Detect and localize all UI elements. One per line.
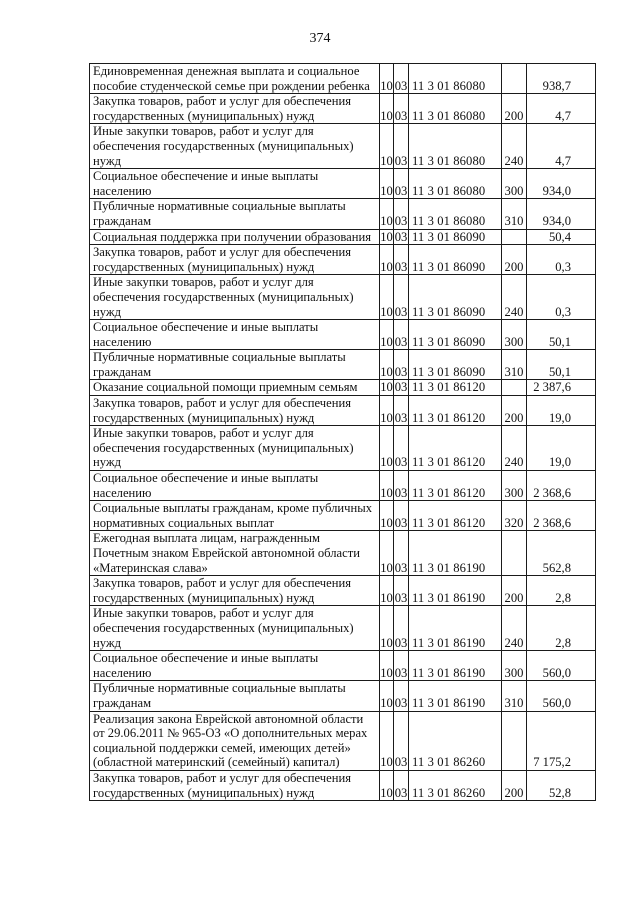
table-row xyxy=(90,770,596,800)
row-name: Социальные выплаты гражданам, кроме публичных нормативных социальных выплат xyxy=(90,501,380,531)
section-code: 10 xyxy=(380,426,394,471)
section-code: 10 xyxy=(380,380,393,395)
subsection-code: 03 xyxy=(394,64,409,94)
target-code: 11 3 01 86190 xyxy=(409,576,502,606)
table-row xyxy=(90,576,596,606)
amount: 562,8 xyxy=(527,531,596,576)
subsection-code: 03 xyxy=(394,426,409,471)
section-code: 10 xyxy=(380,275,394,320)
table-row xyxy=(90,711,596,770)
expense-type-code: 300 xyxy=(502,471,527,501)
amount: 2 368,6 xyxy=(527,501,596,531)
target-code: 11 3 01 86190 xyxy=(409,531,502,576)
section-code: 10 xyxy=(380,245,394,275)
subsection-code: 03 xyxy=(394,350,409,380)
budget-table xyxy=(89,63,596,801)
target-code: 11 3 01 86080 xyxy=(409,199,502,229)
amount: 50,4 xyxy=(527,229,596,245)
expense-type-code: 200 xyxy=(502,396,527,426)
amount: 560,0 xyxy=(527,651,596,681)
table-row xyxy=(90,396,596,426)
amount: 50,1 xyxy=(527,350,596,380)
table-row xyxy=(90,651,596,681)
expense-type-code: 240 xyxy=(502,275,527,320)
amount: 2 387,6 xyxy=(527,380,596,396)
subsection-code: 03 xyxy=(394,320,409,350)
table-row xyxy=(90,531,596,576)
section-code: 10 xyxy=(380,169,394,199)
subsection-code: 03 xyxy=(394,606,409,651)
subsection-code: 03 xyxy=(394,245,409,275)
row-name: Ежегодная выплата лицам, награжденным Почетным знаком Еврейской автономной области «Материнская слава» xyxy=(90,531,380,576)
amount: 2,8 xyxy=(527,576,596,606)
expense-type-code: 240 xyxy=(502,426,527,471)
expense-type-code: 200 xyxy=(502,245,527,275)
table-row xyxy=(90,350,596,380)
row-name: Социальное обеспечение и иные выплаты населению xyxy=(90,471,380,501)
section-code: 10 xyxy=(380,471,394,501)
table-row xyxy=(90,199,596,229)
subsection-code: 03 xyxy=(394,229,408,244)
expense-type-code: 320 xyxy=(502,501,527,531)
row-name: Социальное обеспечение и иные выплаты населению xyxy=(90,651,380,681)
amount: 2 368,6 xyxy=(527,471,596,501)
target-code: 11 3 01 86190 xyxy=(409,651,502,681)
amount: 50,1 xyxy=(527,320,596,350)
table-row xyxy=(90,229,596,245)
amount: 19,0 xyxy=(527,426,596,471)
section-code: 10 xyxy=(380,770,394,800)
subsection-code: 03 xyxy=(394,380,408,395)
table-row xyxy=(90,471,596,501)
table-row xyxy=(90,681,596,711)
row-name: Социальное обеспечение и иные выплаты населению xyxy=(90,320,380,350)
row-name: Публичные нормативные социальные выплаты гражданам xyxy=(90,350,380,380)
expense-type-code: 200 xyxy=(502,576,527,606)
row-name: Иные закупки товаров, работ и услуг для обеспечения государственных (муниципальных) нужд xyxy=(90,426,380,471)
table-row xyxy=(90,501,596,531)
expense-type-code: 240 xyxy=(502,606,527,651)
section-code: 10 xyxy=(380,64,394,94)
amount: 938,7 xyxy=(527,64,596,94)
row-name: Реализация закона Еврейской автономной области от 29.06.2011 № 965-ОЗ «О дополнительных мерах социальной поддержки семей, имеющих детей» (областной материнский (семейный) капитал) xyxy=(90,711,380,770)
row-name: Закупка товаров, работ и услуг для обеспечения государственных (муниципальных) нужд xyxy=(90,396,380,426)
table-row xyxy=(90,320,596,350)
section-code: 10 xyxy=(380,94,394,124)
subsection-code: 03 xyxy=(394,275,409,320)
section-code: 10 xyxy=(380,576,394,606)
expense-type-code xyxy=(502,380,527,396)
subsection-code: 03 xyxy=(394,681,409,711)
subsection-code: 03 xyxy=(394,169,409,199)
target-code: 11 3 01 86120 xyxy=(409,426,502,471)
table-row xyxy=(90,94,596,124)
expense-type-code: 310 xyxy=(502,350,527,380)
expense-type-code: 200 xyxy=(502,770,527,800)
target-code: 11 3 01 86080 xyxy=(409,64,502,94)
target-code: 11 3 01 86090 xyxy=(409,320,502,350)
subsection-code: 03 xyxy=(394,711,409,770)
section-code: 10 xyxy=(380,229,393,244)
expense-type-code xyxy=(502,64,527,94)
target-code: 11 3 01 86190 xyxy=(409,681,502,711)
target-code: 11 3 01 86190 xyxy=(409,606,502,651)
amount: 2,8 xyxy=(527,606,596,651)
target-code: 11 3 01 86080 xyxy=(409,169,502,199)
row-name: Социальное обеспечение и иные выплаты населению xyxy=(90,169,380,199)
table-row xyxy=(90,275,596,320)
subsection-code: 03 xyxy=(394,576,409,606)
row-name: Публичные нормативные социальные выплаты гражданам xyxy=(90,199,380,229)
section-code: 10 xyxy=(380,396,394,426)
subsection-code: 03 xyxy=(394,770,409,800)
row-name: Иные закупки товаров, работ и услуг для обеспечения государственных (муниципальных) нужд xyxy=(90,606,380,651)
expense-type-code: 310 xyxy=(502,199,527,229)
amount: 934,0 xyxy=(527,169,596,199)
section-code: 10 xyxy=(380,711,394,770)
subsection-code: 03 xyxy=(394,471,409,501)
target-code: 11 3 01 86080 xyxy=(409,124,502,169)
row-name: Оказание социальной помощи приемным семьям xyxy=(90,380,380,396)
table-row xyxy=(90,124,596,169)
section-code: 10 xyxy=(380,651,394,681)
section-code: 10 xyxy=(380,199,394,229)
target-code: 11 3 01 86120 xyxy=(409,396,502,426)
subsection-code: 03 xyxy=(394,199,409,229)
expense-type-code: 200 xyxy=(502,94,527,124)
row-name: Закупка товаров, работ и услуг для обеспечения государственных (муниципальных) нужд xyxy=(90,770,380,800)
expense-type-code: 300 xyxy=(502,651,527,681)
section-code: 10 xyxy=(380,681,394,711)
table-row xyxy=(90,245,596,275)
row-name: Социальная поддержка при получении образования xyxy=(90,229,380,245)
amount: 4,7 xyxy=(527,124,596,169)
target-code: 11 3 01 86090 xyxy=(409,229,502,245)
subsection-code: 03 xyxy=(394,651,409,681)
amount: 0,3 xyxy=(527,275,596,320)
section-code: 10 xyxy=(380,501,394,531)
section-code: 10 xyxy=(380,124,394,169)
subsection-code: 03 xyxy=(394,531,409,576)
amount: 4,7 xyxy=(527,94,596,124)
amount: 0,3 xyxy=(527,245,596,275)
table-row xyxy=(90,606,596,651)
row-name: Единовременная денежная выплата и социальное пособие студенческой семье при рождении ребенка xyxy=(90,64,380,94)
expense-type-code: 300 xyxy=(502,320,527,350)
target-code: 11 3 01 86090 xyxy=(409,245,502,275)
table-row xyxy=(90,380,596,396)
table-row xyxy=(90,426,596,471)
row-name: Закупка товаров, работ и услуг для обеспечения государственных (муниципальных) нужд xyxy=(90,245,380,275)
row-name: Иные закупки товаров, работ и услуг для обеспечения государственных (муниципальных) нужд xyxy=(90,275,380,320)
row-name: Закупка товаров, работ и услуг для обеспечения государственных (муниципальных) нужд xyxy=(90,576,380,606)
expense-type-code xyxy=(502,531,527,576)
target-code: 11 3 01 86090 xyxy=(409,350,502,380)
target-code: 11 3 01 86090 xyxy=(409,275,502,320)
amount: 7 175,2 xyxy=(527,711,596,770)
expense-type-code xyxy=(502,711,527,770)
expense-type-code: 310 xyxy=(502,681,527,711)
page-number: 374 xyxy=(309,31,331,46)
target-code: 11 3 01 86260 xyxy=(409,770,502,800)
target-code: 11 3 01 86120 xyxy=(409,380,502,396)
section-code: 10 xyxy=(380,606,394,651)
target-code: 11 3 01 86120 xyxy=(409,501,502,531)
subsection-code: 03 xyxy=(394,396,409,426)
target-code: 11 3 01 86080 xyxy=(409,94,502,124)
amount: 19,0 xyxy=(527,396,596,426)
table-row xyxy=(90,169,596,199)
amount: 934,0 xyxy=(527,199,596,229)
target-code: 11 3 01 86120 xyxy=(409,471,502,501)
section-code: 10 xyxy=(380,531,394,576)
section-code: 10 xyxy=(380,350,394,380)
subsection-code: 03 xyxy=(394,501,409,531)
table-row xyxy=(90,64,596,94)
row-name: Публичные нормативные социальные выплаты гражданам xyxy=(90,681,380,711)
expense-type-code xyxy=(502,229,527,245)
budget-table-body xyxy=(90,64,596,801)
amount: 560,0 xyxy=(527,681,596,711)
subsection-code: 03 xyxy=(394,124,409,169)
section-code: 10 xyxy=(380,320,394,350)
target-code: 11 3 01 86260 xyxy=(409,711,502,770)
expense-type-code: 240 xyxy=(502,124,527,169)
row-name: Иные закупки товаров, работ и услуг для обеспечения государственных (муниципальных) нужд xyxy=(90,124,380,169)
subsection-code: 03 xyxy=(394,94,409,124)
amount: 52,8 xyxy=(527,770,596,800)
expense-type-code: 300 xyxy=(502,169,527,199)
row-name: Закупка товаров, работ и услуг для обеспечения государственных (муниципальных) нужд xyxy=(90,94,380,124)
